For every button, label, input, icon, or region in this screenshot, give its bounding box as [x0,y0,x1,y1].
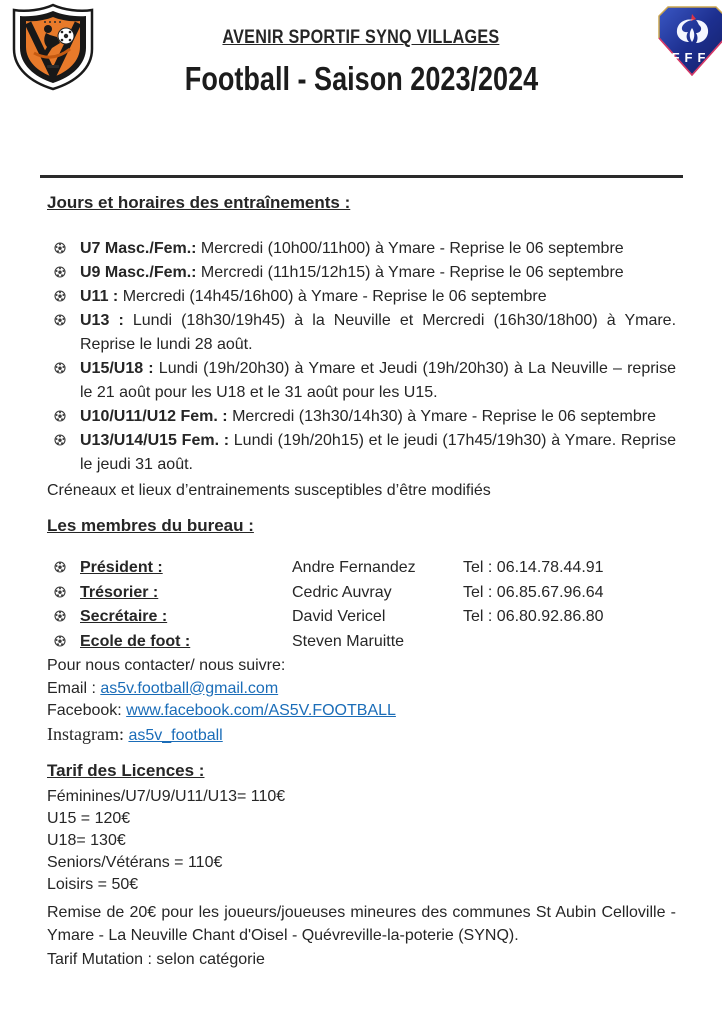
page-title [0,60,722,98]
training-item [47,285,676,309]
bureau-tel: Tel : 06.80.92.86.80 [463,608,604,625]
instagram-link[interactable]: as5v_football [128,726,223,744]
tarif-remise-note: Remise de 20€ pour les joueurs/joueuses mineures des communes St Aubin Celloville - Ymare - La Neuville Chant d'Oisel - Quévreville-la-poterie (SYNQ). [47,904,676,944]
training-item-label: U11 : [80,288,119,305]
contact-facebook-line [47,700,676,723]
bureau-name: Andre Fernandez [292,559,416,576]
tarif-line: U18= 130€ [47,832,126,849]
training-item [47,405,676,429]
bureau-name: Cedric Auvray [292,583,392,601]
tarifs-list [47,786,676,896]
header-divider [40,175,683,178]
training-item [47,261,676,285]
tarif-line: Féminines/U7/U9/U11/U13= 110€ [47,788,286,805]
bureau-tel: Tel : 06.14.78.44.91 [463,559,604,576]
club-name-text: AVENIR SPORTIF SYNQ VILLAGES [222,27,500,48]
club-name-title [0,27,722,49]
training-item-text: Mercredi (10h00/11h00) à Ymare - Reprise le 06 septembre [196,240,624,257]
bureau-name: Steven Maruitte [292,632,405,650]
training-item-label: U13/U14/U15 Fem. : [80,432,230,449]
soccer-ball-bullet-icon [47,237,80,261]
bureau-tel [463,630,676,655]
tarifs-heading: Tarif des Licences : [47,761,205,780]
soccer-ball-bullet-icon [47,285,80,309]
training-item-text: Lundi (18h30/19h45) à la Neuville et Mercredi (16h30/18h00) à Ymare. Reprise le lundi 28 août. [80,312,677,353]
bureau-role: Ecole de foot : [80,632,191,650]
bureau-member-row [47,605,676,630]
training-list [47,237,676,477]
contact-email-line [47,678,676,701]
soccer-ball-bullet-icon [47,357,80,405]
training-item-text: Mercredi (14h45/16h00) à Ymare - Reprise le 06 septembre [118,288,547,305]
bureau-list [47,556,676,654]
facebook-link[interactable]: www.facebook.com/AS5V.FOOTBALL [126,702,396,719]
training-item-label: U13 : [80,312,124,329]
training-section [47,193,676,503]
training-item-label: U10/U11/U12 Fem. : [80,408,228,425]
training-item [47,357,676,405]
bureau-name: David Vericel [292,608,386,625]
page-title-text: Football - Saison 2023/2024 [184,60,538,97]
training-item-text: Mercredi (11h15/12h15) à Ymare - Reprise le 06 septembre [196,264,624,281]
soccer-ball-bullet-icon [47,309,80,357]
soccer-ball-bullet-icon [47,261,80,285]
instagram-label: Instagram: [47,723,124,744]
training-item-text: Lundi (19h/20h15) et le jeudi (17h45/19h30) à Ymare. Reprise le jeudi 31 août. [80,432,676,473]
contact-intro: Pour nous contacter/ nous suivre: [47,657,286,674]
training-item [47,429,676,477]
club-crest-logo [10,3,96,91]
bureau-section [47,516,676,747]
soccer-ball-bullet-icon [47,556,80,581]
bureau-tel: Tel : 06.85.67.96.64 [463,583,604,601]
training-item [47,309,676,357]
training-item-label: U7 Masc./Fem.: [80,240,197,257]
training-item-text: Mercredi (13h30/14h30) à Ymare - Reprise le 06 septembre [227,408,656,425]
soccer-ball-bullet-icon [47,429,80,477]
training-item-label: U9 Masc./Fem.: [80,264,197,281]
bureau-role: Président : [80,559,163,576]
training-heading: Jours et horaires des entraînements : [47,193,351,212]
bureau-member-row [47,581,676,606]
training-note: Créneaux et lieux d’entrainements susceptibles d’être modifiés [47,482,491,499]
facebook-label: Facebook: [47,702,127,719]
soccer-ball-bullet-icon [47,581,80,606]
fff-logo [656,4,722,78]
bureau-role: Secrétaire : [80,608,168,625]
soccer-ball-bullet-icon [47,605,80,630]
document-body [0,175,722,971]
tarif-line: Seniors/Vétérans = 110€ [47,854,223,871]
bureau-member-row [47,556,676,581]
training-item-label: U15/U18 : [80,360,154,377]
tarifs-section [47,761,676,971]
bureau-role: Trésorier : [80,583,159,601]
bureau-member-row [47,630,676,655]
contact-block [47,655,676,747]
training-item-text: Lundi (19h/20h30) à Ymare et Jeudi (19h/20h30) à La Neuville – reprise le 21 août pour les U18 et le 31 août pour les U15. [80,360,677,401]
tarif-line: Loisirs = 50€ [47,876,139,893]
document-header [0,0,722,139]
training-item [47,237,676,261]
soccer-ball-bullet-icon [47,630,80,655]
tarif-mutation-note: Tarif Mutation : selon catégorie [47,951,265,968]
email-label: Email : [47,679,101,697]
email-link[interactable]: as5v.football@gmail.com [100,679,279,697]
soccer-ball-bullet-icon [47,405,80,429]
fff-logo-text: FFF [671,50,711,65]
bureau-heading: Les membres du bureau : [47,516,254,535]
tarif-line: U15 = 120€ [47,810,131,827]
contact-instagram-line [47,723,676,748]
